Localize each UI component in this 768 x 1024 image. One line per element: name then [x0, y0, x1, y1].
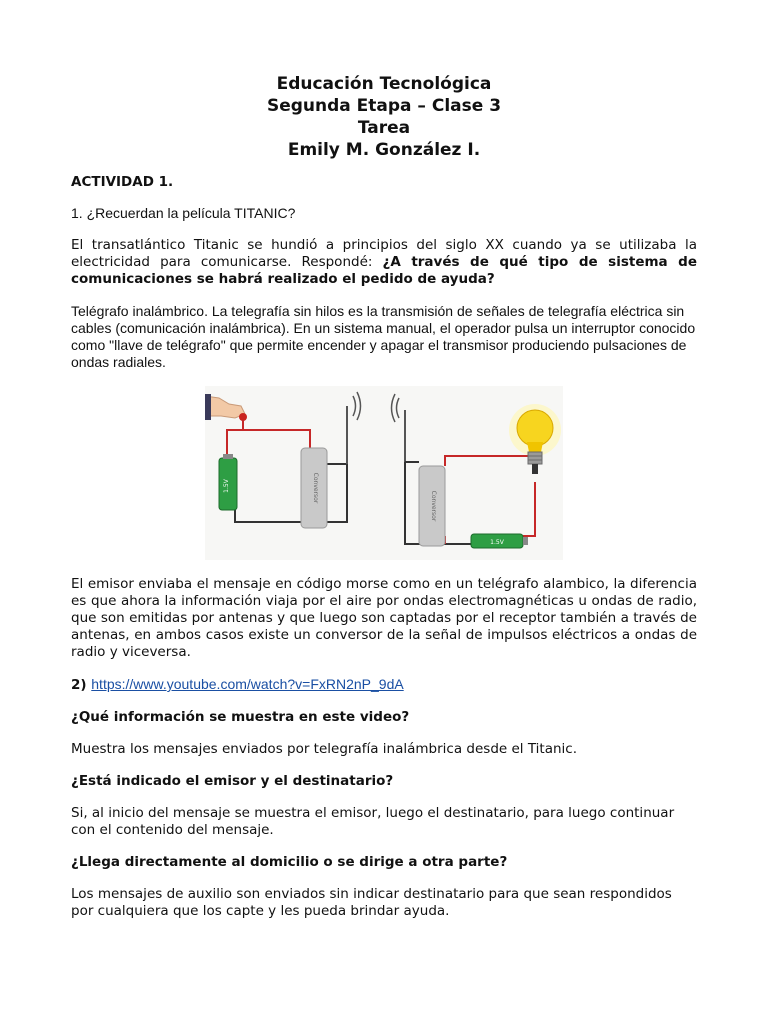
red-wire-left: [227, 420, 243, 458]
question-2-number: 2): [71, 677, 92, 693]
paragraph-emitter: El emisor enviaba el mensaje en código morse como en un telégrafo alambico, la diferencia es que ahora la información viaja por el aire por ondas electromagnéticas u ondas de radio, que son emitidas por antenas y que luego son captadas por el receptor también a través de antenas, en ambos casos existe un conversor de la señal de impulsos eléctricos a ondas de radio y viceversa.: [71, 576, 697, 660]
question-2: [71, 676, 697, 694]
battery-left-label: 1.5V: [223, 479, 230, 493]
red-wire-left-2: [243, 420, 310, 456]
black-wire-left-2: [327, 464, 347, 522]
converter-right-label: Conversor: [430, 490, 437, 522]
assignment-title: Tarea: [357, 118, 411, 138]
question-1: 1. ¿Recuerdan la película TITANIC?: [71, 205, 296, 221]
document-body: [71, 174, 697, 935]
telegraph-diagram-svg: [205, 386, 563, 560]
sleeve-icon: [205, 394, 211, 420]
paragraph-titanic: [71, 237, 697, 288]
wireless-telegraph-diagram: [205, 386, 563, 560]
activity-heading: ACTIVIDAD 1.: [71, 174, 174, 190]
answer-telegraph: Telégrafo inalámbrico. La telegrafía sin hilos es la transmisión de señales de telegrafía eléctrica sin cables (comunicación inalámbrica). En un sistema manual, el operador pulsa un interruptor conocido como "llave de telégrafo" que permite encender y apagar el transmisor produciendo pulsaciones de ondas radiales.: [71, 303, 696, 370]
paragraph-titanic-text: El transatlántico Titanic se hundió a principios del siglo XX cuando ya se utilizaba la electricidad para comunicarse. Respondé:: [71, 237, 697, 270]
answer-2b: Si, al inicio del mensaje se muestra el emisor, luego el destinatario, para luego continuar con el contenido del mensaje.: [71, 805, 675, 838]
answer-2c: Los mensajes de auxilio son enviados sin indicar destinatario para que sean respondidos por cualquiera que los capte y les pueda brindar ayuda.: [71, 886, 672, 919]
title-block: [0, 73, 768, 161]
bulb-base-icon: [528, 452, 542, 464]
telegraph-key-icon: [239, 413, 247, 421]
question-2b: ¿Está indicado el emisor y el destinatario?: [71, 773, 394, 789]
question-2a: ¿Qué información se muestra en este video?: [71, 709, 410, 725]
light-bulb-icon: [517, 410, 553, 446]
converter-left-label: Conversor: [312, 472, 319, 504]
battery-right-label: 1.5V: [490, 539, 504, 546]
paragraph-titanic-question: ¿A través de qué tipo de sistema de comunicaciones se habrá realizado el pedido de ayuda?: [71, 254, 697, 287]
question-2c: ¿Llega directamente al domicilio o se dirige a otra parte?: [71, 854, 508, 870]
signal-waves-left-icon: [353, 396, 356, 416]
course-title: Educación Tecnológica: [276, 74, 492, 94]
youtube-link[interactable]: https://www.youtube.com/watch?v=FxRN2nP_9dA: [91, 676, 404, 692]
author-name: Emily M. González I.: [287, 140, 481, 160]
signal-waves-right-icon: [397, 398, 400, 418]
red-wire-right: [445, 456, 535, 474]
stage-title: Segunda Etapa – Clase 3: [266, 96, 502, 116]
answer-2a: Muestra los mensajes enviados por telegrafía inalámbrica desde el Titanic.: [71, 741, 577, 757]
